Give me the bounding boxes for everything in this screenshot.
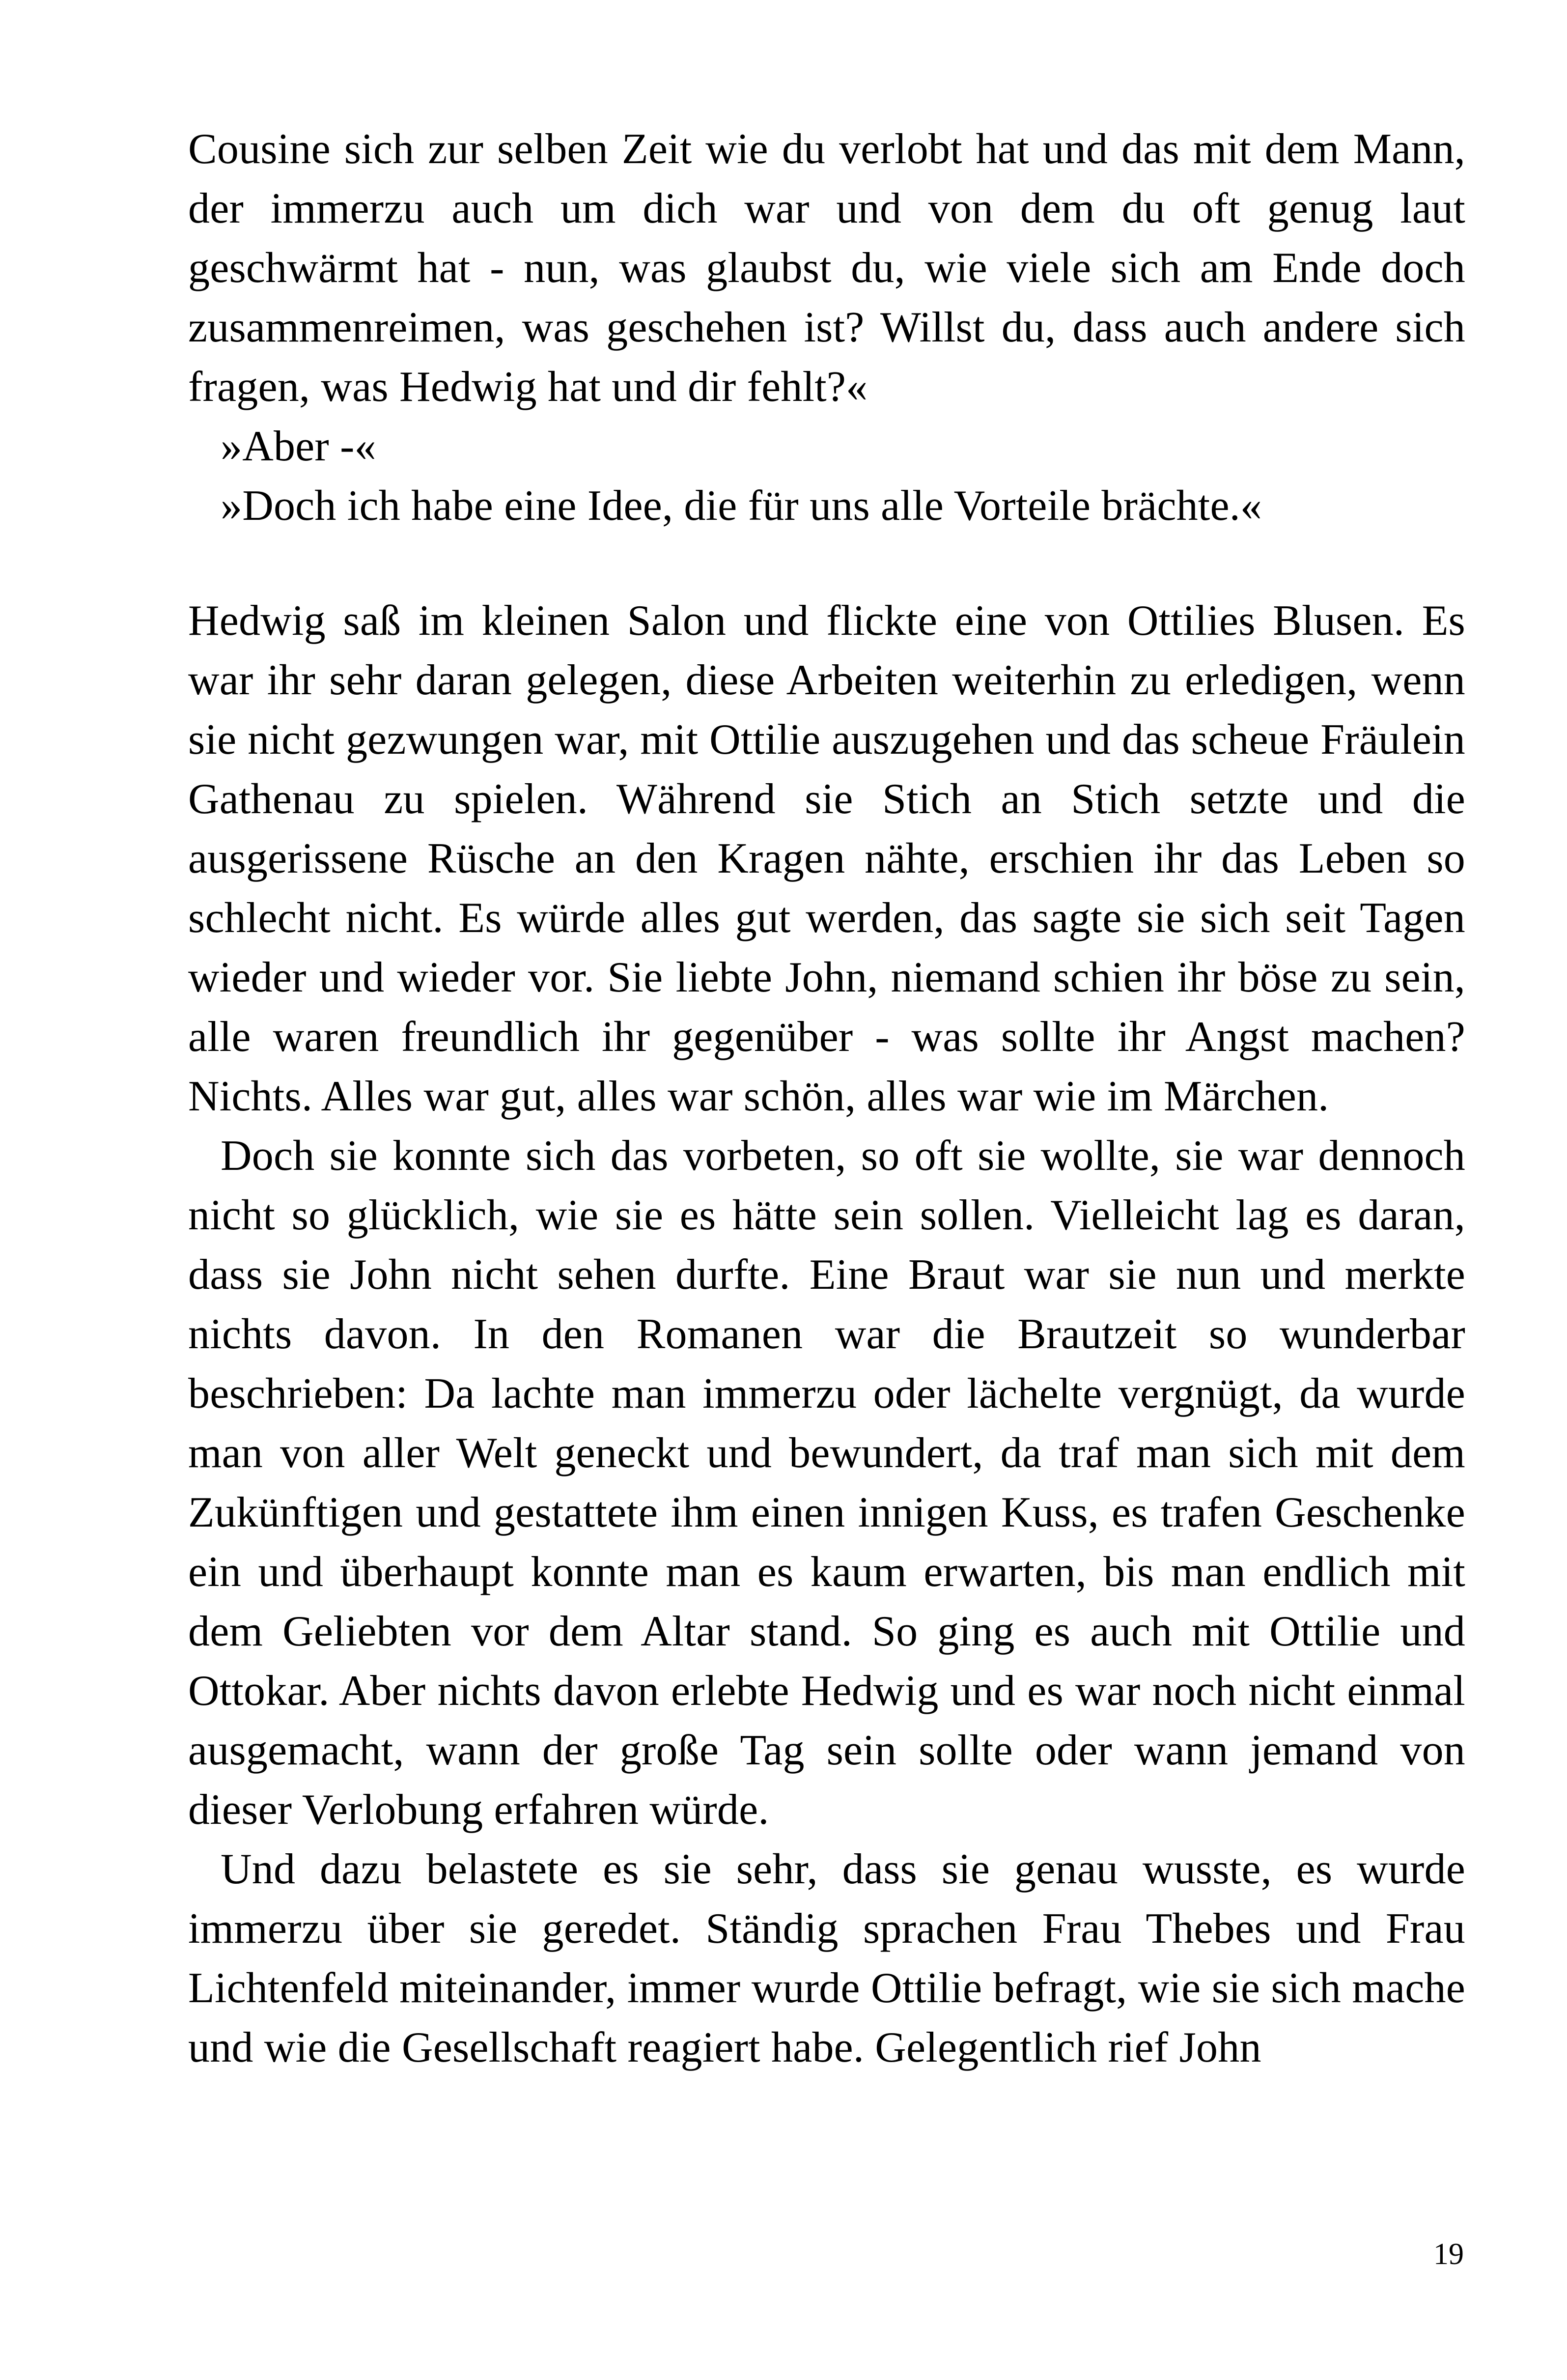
paragraph: Und dazu belastete es sie sehr, dass sie genau wusste, es wurde immerzu über sie geredet. Ständig sprachen Frau Thebes und Frau Lichtenfeld miteinander, immer wurde Ottilie befragt, wie sie sich mache und wie die Gesellschaft reagiert habe. Gelegentlich rief John [188,1845,1465,2071]
paragraph: Hedwig saß im kleinen Salon und flickte eine von Ottilies Blusen. Es war ihr sehr daran gelegen, diese Arbeiten weiterhin zu erledigen, wenn sie nicht gezwungen war, mit Ottilie auszugehen und das scheue Fräulein Gathenau zu spielen. Während sie Stich an Stich setzte und die ausgerissene Rüsche an den Kragen nähte, erschien ihr das Leben so schlecht nicht. Es würde alles gut werden, das sagte sie sich seit Tagen wieder und wieder vor. Sie liebte John, niemand schien ihr böse zu sein, alle waren freundlich ihr gegenüber - was sollte ihr Angst machen? Nichts. Alles war gut, alles war schön, alles war wie im Märchen. [188,597,1465,1120]
paragraph: Doch sie konnte sich das vorbeten, so oft sie wollte, sie war dennoch nicht so glücklich, wie sie es hätte sein sollen. Vielleicht lag es daran, dass sie John nicht sehen durfte. Eine Braut war sie nun und merkte nichts davon. In den Romanen war die Brautzeit so wunderbar beschrieben: Da lachte man immerzu oder lächelte vergnügt, da wurde man von aller Welt geneckt und bewundert, da traf man sich mit dem Zukünftigen und gestattete ihm einen innigen Kuss, es trafen Geschenke ein und überhaupt konnte man es kaum erwarten, bis man endlich mit dem Geliebten vor dem Altar stand. So ging es auch mit Ottilie und Ottokar. Aber nichts davon erlebte Hedwig und es war noch nicht einmal ausgemacht, wann der große Tag sein sollte oder wann jemand von dieser Verlobung erfahren würde. [188,1132,1465,1834]
text-section-2 [188,591,1465,2077]
text-section-1 [188,119,1465,536]
paragraph-dialogue: »Aber -« [221,423,376,470]
paragraph: Cousine sich zur selben Zeit wie du verlobt hat und das mit dem Mann, der immerzu auch um dich war und von dem du oft genug laut geschwärmt hat - nun, was glaubst du, wie viele sich am Ende doch zusammenreimen, was geschehen ist? Willst du, dass auch andere sich fragen, was Hedwig hat und dir fehlt?« [188,125,1465,411]
page-number: 19 [1433,2238,1464,2271]
paragraph-dialogue: »Doch ich habe eine Idee, die für uns alle Vorteile brächte.« [221,482,1262,530]
